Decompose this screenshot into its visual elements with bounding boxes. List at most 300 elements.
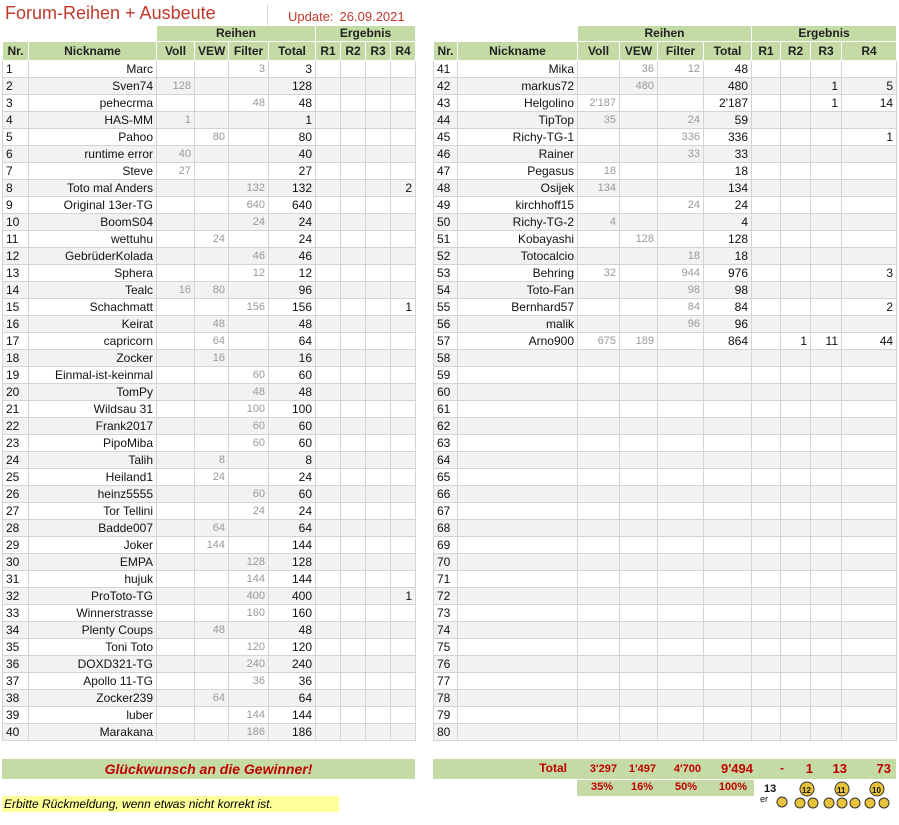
table-row — [434, 639, 897, 656]
row-vew — [195, 299, 229, 316]
row-r1 — [752, 656, 781, 673]
row-vew — [620, 129, 658, 146]
row-total: 12 — [269, 265, 316, 282]
row-r4: 14 — [842, 95, 897, 112]
prize-icons — [760, 779, 895, 809]
row-filter — [229, 146, 269, 163]
row-r4 — [842, 61, 897, 78]
table-row — [3, 282, 416, 299]
row-total — [704, 503, 752, 520]
row-total — [704, 639, 752, 656]
row-voll — [578, 605, 620, 622]
row-nickname: BoomS04 — [29, 214, 157, 231]
row-nr: 37 — [3, 673, 29, 690]
row-filter — [658, 639, 704, 656]
row-r2 — [781, 469, 811, 486]
row-r2 — [781, 639, 811, 656]
row-r4 — [842, 384, 897, 401]
row-r2 — [781, 350, 811, 367]
row-r4 — [391, 520, 416, 537]
row-nr: 20 — [3, 384, 29, 401]
row-vew — [620, 656, 658, 673]
row-filter: 60 — [229, 486, 269, 503]
table-row — [434, 605, 897, 622]
row-r2 — [781, 180, 811, 197]
row-r3 — [366, 231, 391, 248]
row-r2 — [341, 554, 366, 571]
row-r4 — [391, 163, 416, 180]
row-r2 — [341, 384, 366, 401]
row-nr: 62 — [434, 418, 458, 435]
row-r2 — [781, 129, 811, 146]
row-filter — [229, 520, 269, 537]
row-r2 — [341, 452, 366, 469]
table-row — [434, 282, 897, 299]
congrats-banner: Glückwunsch an die Gewinner! — [2, 759, 415, 779]
row-r4 — [391, 537, 416, 554]
row-vew — [195, 265, 229, 282]
row-r3 — [366, 163, 391, 180]
row-r1 — [316, 197, 341, 214]
pct-total: 100% — [718, 781, 747, 793]
row-r1 — [752, 214, 781, 231]
row-filter: 24 — [229, 214, 269, 231]
row-nr: 27 — [3, 503, 29, 520]
row-total: 640 — [269, 197, 316, 214]
feedback-note: Erbitte Rückmeldung, wenn etwas nicht korrekt ist. — [2, 796, 339, 812]
row-nickname — [458, 656, 578, 673]
row-vew — [195, 197, 229, 214]
row-r3 — [811, 367, 842, 384]
row-filter: 12 — [229, 265, 269, 282]
row-filter — [658, 520, 704, 537]
row-r1 — [316, 520, 341, 537]
table-row — [434, 469, 897, 486]
table-row — [434, 435, 897, 452]
row-r3 — [811, 520, 842, 537]
row-nickname — [458, 724, 578, 741]
row-r3 — [811, 622, 842, 639]
row-nr: 61 — [434, 401, 458, 418]
row-r1 — [316, 299, 341, 316]
row-filter — [229, 112, 269, 129]
pct-filter: 50% — [674, 781, 697, 793]
row-total — [704, 537, 752, 554]
row-total — [704, 350, 752, 367]
row-voll — [578, 724, 620, 741]
table-row — [434, 78, 897, 95]
row-voll — [578, 231, 620, 248]
row-r4 — [842, 350, 897, 367]
row-voll — [578, 486, 620, 503]
row-nr: 52 — [434, 248, 458, 265]
row-r1 — [752, 707, 781, 724]
row-r2 — [341, 146, 366, 163]
row-total: 48 — [269, 95, 316, 112]
row-r2 — [341, 418, 366, 435]
row-r4: 1 — [391, 299, 416, 316]
row-nr: 21 — [3, 401, 29, 418]
row-filter — [658, 231, 704, 248]
row-r2 — [341, 571, 366, 588]
row-vew — [195, 180, 229, 197]
svg-text:10: 10 — [872, 786, 881, 795]
row-voll — [157, 656, 195, 673]
row-r1 — [316, 537, 341, 554]
row-r2 — [341, 197, 366, 214]
row-r3 — [366, 61, 391, 78]
row-vew — [195, 435, 229, 452]
row-r3 — [366, 214, 391, 231]
row-r4: 2 — [391, 180, 416, 197]
row-voll — [578, 197, 620, 214]
col-voll: Voll — [578, 42, 620, 61]
row-filter: 144 — [229, 707, 269, 724]
row-r4 — [842, 146, 897, 163]
row-r3 — [366, 452, 391, 469]
row-r4 — [842, 622, 897, 639]
totals-r4: 73 — [876, 761, 891, 776]
row-voll — [157, 707, 195, 724]
row-r2 — [341, 367, 366, 384]
row-vew — [195, 78, 229, 95]
row-nr: 11 — [3, 231, 29, 248]
row-vew — [195, 112, 229, 129]
row-r2 — [781, 707, 811, 724]
row-voll: 32 — [578, 265, 620, 282]
row-voll — [157, 452, 195, 469]
row-total: 48 — [269, 316, 316, 333]
row-r3 — [811, 231, 842, 248]
row-nr: 72 — [434, 588, 458, 605]
row-total: 16 — [269, 350, 316, 367]
row-r3 — [366, 418, 391, 435]
row-filter: 24 — [229, 503, 269, 520]
row-nr: 14 — [3, 282, 29, 299]
table-row — [3, 520, 416, 537]
row-r4 — [842, 163, 897, 180]
row-r4 — [391, 146, 416, 163]
row-r4 — [842, 112, 897, 129]
row-r1 — [752, 571, 781, 588]
row-voll: 2'187 — [578, 95, 620, 112]
row-r1 — [316, 486, 341, 503]
row-filter — [229, 350, 269, 367]
row-voll — [578, 384, 620, 401]
table-row — [434, 299, 897, 316]
row-r2 — [341, 333, 366, 350]
row-nickname — [458, 690, 578, 707]
row-nr: 71 — [434, 571, 458, 588]
row-total: 128 — [269, 78, 316, 95]
row-r4 — [391, 78, 416, 95]
update-label: Update: — [288, 9, 334, 24]
row-r1 — [752, 452, 781, 469]
row-vew — [195, 554, 229, 571]
row-r4 — [391, 690, 416, 707]
row-r3 — [366, 180, 391, 197]
row-voll — [578, 656, 620, 673]
row-nr: 30 — [3, 554, 29, 571]
row-nr: 15 — [3, 299, 29, 316]
row-total — [704, 486, 752, 503]
table-row — [3, 78, 416, 95]
row-vew: 80 — [195, 129, 229, 146]
row-r3 — [366, 656, 391, 673]
row-r3 — [811, 214, 842, 231]
row-vew: 24 — [195, 231, 229, 248]
percentages-row — [577, 780, 754, 796]
row-nr: 78 — [434, 690, 458, 707]
row-nickname: Joker — [29, 537, 157, 554]
row-r4 — [391, 112, 416, 129]
row-total: 240 — [269, 656, 316, 673]
table-row — [3, 112, 416, 129]
row-nickname — [458, 588, 578, 605]
row-voll — [578, 537, 620, 554]
row-voll — [578, 350, 620, 367]
table-row — [434, 316, 897, 333]
row-nr: 4 — [3, 112, 29, 129]
row-r2 — [341, 639, 366, 656]
row-nickname: Tealc — [29, 282, 157, 299]
row-total — [704, 622, 752, 639]
row-nickname — [458, 452, 578, 469]
row-total: 8 — [269, 452, 316, 469]
row-r2 — [781, 690, 811, 707]
row-vew — [195, 367, 229, 384]
row-nr: 33 — [3, 605, 29, 622]
row-nickname: Toni Toto — [29, 639, 157, 656]
row-r3 — [366, 724, 391, 741]
row-nickname: Badde007 — [29, 520, 157, 537]
row-r4 — [842, 197, 897, 214]
row-r2 — [781, 248, 811, 265]
ergebnis-header: Ergebnis — [316, 26, 416, 42]
row-nickname: Pegasus — [458, 163, 578, 180]
table-row — [3, 214, 416, 231]
table-row — [3, 197, 416, 214]
row-vew: 48 — [195, 622, 229, 639]
row-r4 — [842, 537, 897, 554]
row-r3: 11 — [811, 333, 842, 350]
row-voll — [578, 367, 620, 384]
row-r4 — [391, 656, 416, 673]
row-vew — [620, 571, 658, 588]
row-vew — [620, 639, 658, 656]
row-r4 — [391, 673, 416, 690]
table-row — [434, 95, 897, 112]
row-nickname — [458, 401, 578, 418]
row-nr: 28 — [3, 520, 29, 537]
row-voll — [578, 299, 620, 316]
table-row — [3, 690, 416, 707]
row-vew — [620, 503, 658, 520]
row-nr: 6 — [3, 146, 29, 163]
row-r4 — [391, 418, 416, 435]
row-filter: 12 — [658, 61, 704, 78]
row-filter — [658, 333, 704, 350]
row-nickname — [458, 350, 578, 367]
row-vew — [620, 673, 658, 690]
row-nickname: DOXD321-TG — [29, 656, 157, 673]
row-vew: 36 — [620, 61, 658, 78]
row-filter — [229, 163, 269, 180]
row-voll — [157, 690, 195, 707]
row-total — [704, 673, 752, 690]
col-r2: R2 — [781, 42, 811, 61]
row-r1 — [316, 231, 341, 248]
row-nickname: PipoMiba — [29, 435, 157, 452]
row-r1 — [316, 350, 341, 367]
row-r4 — [391, 95, 416, 112]
row-nickname: Helgolino — [458, 95, 578, 112]
row-filter — [229, 452, 269, 469]
row-vew — [620, 554, 658, 571]
row-vew — [620, 367, 658, 384]
row-voll: 4 — [578, 214, 620, 231]
row-r1 — [752, 299, 781, 316]
row-r4 — [391, 605, 416, 622]
row-nr: 69 — [434, 537, 458, 554]
table-row — [3, 163, 416, 180]
row-nickname: GebrüderKolada — [29, 248, 157, 265]
row-total: 134 — [704, 180, 752, 197]
table-row — [434, 61, 897, 78]
row-r2 — [341, 605, 366, 622]
row-r2 — [341, 588, 366, 605]
row-vew — [620, 588, 658, 605]
row-r3 — [366, 469, 391, 486]
row-nr: 10 — [3, 214, 29, 231]
row-r1 — [752, 61, 781, 78]
row-nr: 3 — [3, 95, 29, 112]
row-total: 4 — [704, 214, 752, 231]
row-voll — [157, 95, 195, 112]
row-nr: 60 — [434, 384, 458, 401]
row-vew — [620, 180, 658, 197]
row-nr: 16 — [3, 316, 29, 333]
row-nr: 63 — [434, 435, 458, 452]
row-voll — [157, 435, 195, 452]
table-row — [3, 622, 416, 639]
row-total — [704, 452, 752, 469]
row-r1 — [316, 571, 341, 588]
row-filter — [658, 503, 704, 520]
row-total: 400 — [269, 588, 316, 605]
table-row — [3, 146, 416, 163]
row-r2 — [781, 622, 811, 639]
row-r1 — [752, 112, 781, 129]
table-row — [434, 180, 897, 197]
row-nickname: Talih — [29, 452, 157, 469]
row-voll — [157, 231, 195, 248]
row-voll — [578, 690, 620, 707]
table-row — [434, 350, 897, 367]
row-r3 — [811, 61, 842, 78]
row-r4 — [391, 486, 416, 503]
row-nr: 59 — [434, 367, 458, 384]
table-row — [434, 214, 897, 231]
row-vew — [195, 571, 229, 588]
row-r1 — [316, 622, 341, 639]
col-vew: VEW — [195, 42, 229, 61]
row-nickname: Heiland1 — [29, 469, 157, 486]
row-r4 — [842, 639, 897, 656]
row-r1 — [316, 435, 341, 452]
row-nickname — [458, 367, 578, 384]
row-filter — [658, 435, 704, 452]
row-total: 96 — [269, 282, 316, 299]
row-vew: 24 — [195, 469, 229, 486]
row-total: 336 — [704, 129, 752, 146]
row-r4 — [391, 639, 416, 656]
row-voll: 16 — [157, 282, 195, 299]
table-row — [434, 554, 897, 571]
row-filter — [658, 622, 704, 639]
row-filter — [658, 367, 704, 384]
row-r1 — [752, 163, 781, 180]
row-r2: 1 — [781, 333, 811, 350]
row-nickname: Toto mal Anders — [29, 180, 157, 197]
row-voll — [157, 333, 195, 350]
update-info — [288, 9, 405, 24]
row-r4 — [391, 571, 416, 588]
table-row — [3, 384, 416, 401]
row-nickname: Pahoo — [29, 129, 157, 146]
row-filter: 156 — [229, 299, 269, 316]
row-nickname: Keirat — [29, 316, 157, 333]
row-vew — [195, 146, 229, 163]
row-r2 — [781, 231, 811, 248]
row-vew — [620, 520, 658, 537]
row-total: 48 — [269, 384, 316, 401]
row-nickname: markus72 — [458, 78, 578, 95]
row-nickname: Steve — [29, 163, 157, 180]
row-total: 128 — [704, 231, 752, 248]
table-row — [434, 588, 897, 605]
table-row — [434, 146, 897, 163]
row-nickname — [458, 707, 578, 724]
table-row — [434, 163, 897, 180]
row-r3 — [366, 520, 391, 537]
row-r4 — [391, 265, 416, 282]
row-r4 — [842, 180, 897, 197]
row-filter: 100 — [229, 401, 269, 418]
table-row — [3, 180, 416, 197]
row-r1 — [316, 673, 341, 690]
row-total: 144 — [269, 571, 316, 588]
row-nr: 55 — [434, 299, 458, 316]
row-nickname: Zocker239 — [29, 690, 157, 707]
row-r1 — [752, 197, 781, 214]
row-nr: 75 — [434, 639, 458, 656]
row-nickname — [458, 605, 578, 622]
row-total: 24 — [704, 197, 752, 214]
table-row — [434, 690, 897, 707]
row-r4 — [842, 486, 897, 503]
table-row — [434, 367, 897, 384]
row-r4 — [842, 316, 897, 333]
row-r4 — [842, 418, 897, 435]
row-r3 — [811, 129, 842, 146]
row-vew — [620, 95, 658, 112]
row-r1 — [316, 469, 341, 486]
row-r3 — [366, 350, 391, 367]
row-total — [704, 656, 752, 673]
col-r2: R2 — [341, 42, 366, 61]
row-vew — [195, 248, 229, 265]
